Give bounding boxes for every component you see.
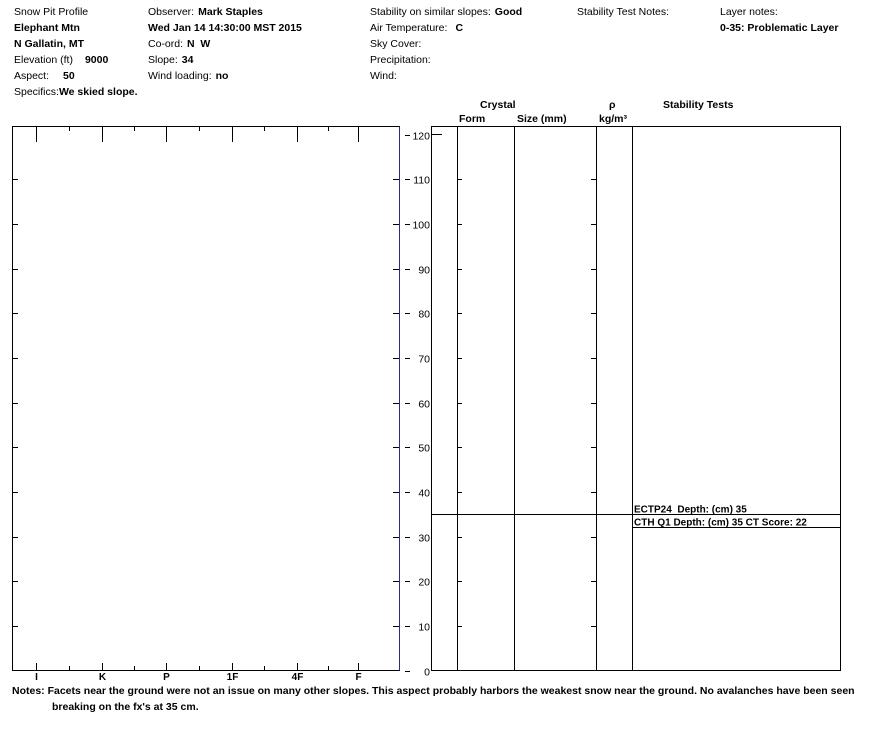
specifics-label: Specifics:: [14, 86, 59, 98]
hardness-plot-height-ticks: [12, 180, 399, 627]
coord-value: N W: [187, 38, 211, 50]
depth-tick-label: 40: [418, 487, 430, 500]
size-header: Size (mm): [517, 113, 567, 125]
wind-loading-value: no: [215, 70, 229, 82]
notes-line-1: Facets near the ground were not an issue on many other slopes. This aspect probably harbors the weakest snow near the ground. No avalanches have been seen: [47, 685, 855, 697]
profile-title: Snow Pit Profile: [14, 6, 89, 18]
elevation-value: 9000: [84, 54, 109, 66]
depth-tick-label: 80: [418, 308, 430, 321]
depth-tick-label: 90: [418, 264, 430, 277]
location-name: Elephant Mtn: [14, 22, 80, 34]
hardness-tick-label: I: [35, 672, 38, 683]
stability-tests-header: Stability Tests: [663, 99, 734, 111]
layer-note: 0-35: Problematic Layer: [720, 22, 839, 34]
wind-loading-label: Wind loading:: [148, 70, 212, 82]
depth-tick-label: 100: [412, 219, 430, 232]
stability-value: Good: [494, 6, 523, 18]
notes-line-2: breaking on the fx's at 35 cm.: [52, 701, 199, 713]
layer-notes-label: Layer notes:: [720, 6, 778, 18]
stability-notes-label: Stability Test Notes:: [577, 6, 670, 18]
hardness-tick-label: P: [163, 672, 170, 683]
depth-tick-label: 120: [412, 130, 430, 143]
observation-datetime: Wed Jan 14 14:30:00 MST 2015: [148, 22, 302, 34]
depth-tick-label: 20: [418, 576, 430, 589]
depth-tick-label: 10: [418, 621, 430, 634]
observer-value: Mark Staples: [198, 6, 263, 18]
depth-tick-label: 0: [424, 666, 430, 679]
sky-cover-label: Sky Cover:: [370, 38, 422, 50]
hardness-tick-label: 1F: [226, 672, 239, 683]
specifics-value: We skied slope.: [58, 86, 138, 98]
air-temp-value: C: [455, 22, 464, 34]
wind-label: Wind:: [370, 70, 397, 82]
crystal-header: Crystal: [480, 99, 516, 111]
precipitation-label: Precipitation:: [370, 54, 431, 66]
stability-test-label: CTH Q1 Depth: (cm) 35 CT Score: 22: [634, 517, 807, 529]
hardness-plot-frame: [13, 127, 400, 671]
observer-label: Observer:: [148, 6, 195, 18]
elevation-label: Elevation (ft): [14, 54, 73, 66]
hardness-tick-label: 4F: [291, 672, 304, 683]
aspect-label: Aspect:: [14, 70, 50, 82]
form-header: Form: [459, 113, 486, 125]
depth-tick-label: 50: [418, 442, 430, 455]
air-temp-label: Air Temperature:: [370, 22, 448, 34]
layer-table-frame: [432, 127, 841, 671]
stability-test-results: [632, 505, 841, 529]
density-unit-header: kg/m³: [599, 113, 628, 125]
depth-tick-label: 60: [418, 398, 430, 411]
slope-label: Slope:: [148, 54, 178, 66]
depth-tick-label: 70: [418, 353, 430, 366]
rho-header: ρ: [609, 99, 616, 111]
hardness-tick-label: F: [355, 672, 362, 683]
depth-axis: [405, 131, 430, 679]
slope-value: 34: [181, 54, 194, 66]
stability-test-label: ECTP24 Depth: (cm) 35: [634, 504, 747, 516]
notes-label: Notes:: [12, 685, 45, 697]
hardness-tick-label: K: [98, 672, 107, 683]
stability-label: Stability on similar slopes:: [370, 6, 491, 18]
hardness-axis: [35, 127, 361, 684]
notes-block: [12, 683, 882, 715]
layer-table-ticks: [457, 180, 596, 627]
depth-tick-label: 110: [413, 174, 430, 187]
coord-label: Co-ord:: [148, 38, 184, 50]
aspect-value: 50: [63, 70, 75, 82]
region-name: N Gallatin, MT: [14, 38, 85, 50]
depth-tick-label: 30: [418, 532, 430, 545]
